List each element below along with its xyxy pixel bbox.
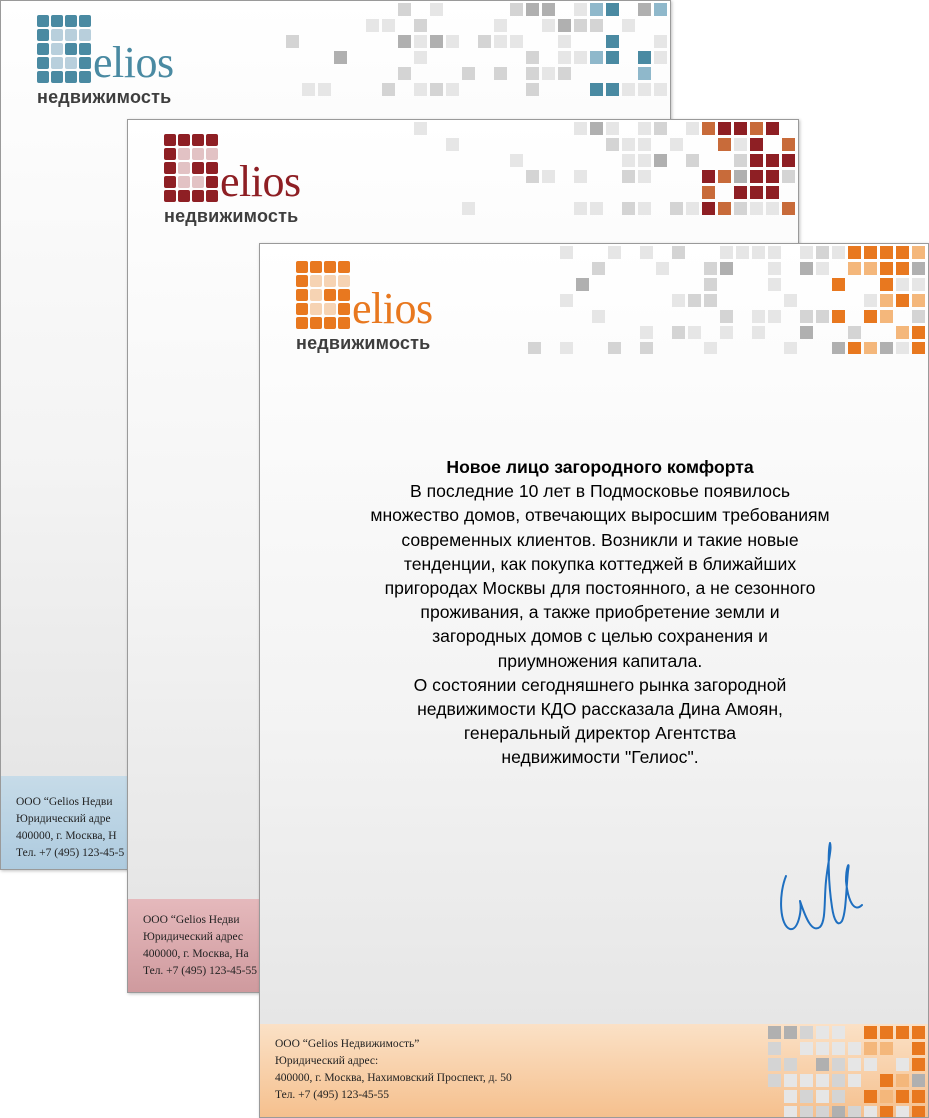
footer-address: 400000, г. Москва, Н	[16, 830, 117, 842]
mosaic-tile	[912, 342, 925, 354]
mosaic-tile	[510, 3, 523, 16]
tile-mosaic-decoration	[758, 1024, 928, 1117]
mosaic-tile	[542, 19, 555, 32]
mosaic-tile	[800, 262, 813, 275]
mosaic-tile	[784, 1090, 797, 1103]
mosaic-tile	[606, 138, 619, 151]
mosaic-tile	[446, 138, 459, 151]
mosaic-tile	[430, 35, 443, 48]
tile-mosaic-decoration	[260, 1, 670, 111]
mosaic-tile	[880, 262, 893, 275]
mosaic-tile	[702, 122, 715, 135]
mosaic-tile	[912, 1074, 925, 1087]
mosaic-tile	[608, 342, 621, 354]
mosaic-tile	[704, 262, 717, 275]
logo-wordmark: elios	[352, 284, 433, 333]
mosaic-tile	[816, 1058, 829, 1071]
mosaic-tile	[382, 19, 395, 32]
mosaic-tile	[800, 326, 813, 339]
footer-company: ООО “Gelios Недви	[143, 914, 240, 926]
mosaic-tile	[638, 202, 651, 215]
mosaic-tile	[800, 310, 813, 323]
mosaic-tile	[606, 122, 619, 135]
mosaic-tile	[750, 186, 763, 199]
mosaic-tile	[606, 51, 619, 64]
mosaic-tile	[864, 310, 877, 323]
mosaic-tile	[558, 35, 571, 48]
mosaic-tile	[880, 1042, 893, 1055]
mosaic-tile	[640, 342, 653, 354]
mosaic-tile	[832, 310, 845, 323]
mosaic-tile	[702, 186, 715, 199]
article-headline: Новое лицо загородного комфорта	[446, 457, 754, 477]
article-line: современных клиентов. Возникли и такие новые	[401, 529, 799, 550]
mosaic-tile	[880, 342, 893, 354]
mosaic-tile	[638, 170, 651, 183]
article-line: множество домов, отвечающих выросшим требованиям	[370, 505, 830, 526]
mosaic-tile	[912, 310, 925, 323]
mosaic-tile	[880, 310, 893, 323]
mosaic-tile	[542, 170, 555, 183]
article-line: пригородах Москвы для постоянного, а не сезонного	[384, 578, 816, 599]
mosaic-tile	[720, 310, 733, 323]
mosaic-tile	[670, 202, 683, 215]
mosaic-tile	[816, 1074, 829, 1087]
mosaic-tile	[414, 35, 427, 48]
mosaic-tile	[768, 1074, 781, 1087]
mosaic-tile	[768, 310, 781, 323]
mosaic-tile	[672, 326, 685, 339]
mosaic-tile	[848, 1074, 861, 1087]
mosaic-tile	[896, 342, 909, 354]
mosaic-tile	[446, 35, 459, 48]
mosaic-tile	[752, 310, 765, 323]
mosaic-tile	[398, 3, 411, 16]
mosaic-tile	[896, 262, 909, 275]
mosaic-tile	[750, 122, 763, 135]
mosaic-tile	[896, 1026, 909, 1039]
mosaic-tile	[574, 122, 587, 135]
mosaic-tile	[494, 19, 507, 32]
mosaic-tile	[768, 246, 781, 259]
mosaic-tile	[880, 278, 893, 291]
mosaic-tile	[816, 1042, 829, 1055]
mosaic-tile	[592, 310, 605, 323]
mosaic-tile	[672, 294, 685, 307]
mosaic-tile	[414, 19, 427, 32]
mosaic-tile	[718, 122, 731, 135]
mosaic-tile	[896, 326, 909, 339]
mosaic-tile	[816, 310, 829, 323]
handwritten-signature	[776, 841, 866, 946]
mosaic-tile	[864, 342, 877, 354]
mosaic-tile	[638, 154, 651, 167]
footer-phone: Тел. +7 (495) 123-45-55	[275, 1089, 389, 1101]
mosaic-tile	[912, 1042, 925, 1055]
mosaic-tile	[782, 202, 795, 215]
mosaic-tile	[734, 138, 747, 151]
mosaic-tile	[864, 1106, 877, 1117]
mosaic-tile	[864, 1090, 877, 1103]
mosaic-tile	[720, 262, 733, 275]
mosaic-tile	[766, 202, 779, 215]
mosaic-tile	[622, 154, 635, 167]
mosaic-tile	[848, 326, 861, 339]
mosaic-tile	[638, 51, 651, 64]
mosaic-tile	[832, 1026, 845, 1039]
mosaic-tile	[574, 19, 587, 32]
letterhead-orange	[259, 243, 929, 1118]
mosaic-tile	[494, 67, 507, 80]
mosaic-tile	[880, 246, 893, 259]
mosaic-tile	[896, 1058, 909, 1071]
mosaic-tile	[816, 262, 829, 275]
mosaic-tile	[654, 154, 667, 167]
mosaic-tile	[622, 170, 635, 183]
mosaic-tile	[592, 262, 605, 275]
mosaic-tile	[510, 35, 523, 48]
mosaic-tile	[832, 246, 845, 259]
mosaic-tile	[462, 67, 475, 80]
footer-phone: Тел. +7 (495) 123-45-55	[143, 965, 257, 977]
footer-company: ООО “Gelios Недвижимость”	[275, 1038, 420, 1050]
mosaic-tile	[608, 246, 621, 259]
tile-mosaic-decoration	[518, 244, 928, 354]
mosaic-tile	[622, 202, 635, 215]
mosaic-tile	[334, 51, 347, 64]
article-line: недвижимости "Гелиос".	[501, 747, 699, 768]
mosaic-tile	[414, 51, 427, 64]
mosaic-tile	[816, 1026, 829, 1039]
mosaic-tile	[704, 342, 717, 354]
mosaic-tile	[622, 19, 635, 32]
mosaic-tile	[366, 19, 379, 32]
mosaic-tile	[832, 342, 845, 354]
mosaic-tile	[734, 170, 747, 183]
mosaic-tile	[734, 154, 747, 167]
mosaic-tile	[750, 170, 763, 183]
logo-square-mark-icon	[164, 134, 218, 204]
mosaic-tile	[848, 262, 861, 275]
mosaic-tile	[832, 1074, 845, 1087]
mosaic-tile	[768, 1042, 781, 1055]
mosaic-tile	[558, 51, 571, 64]
article-body	[260, 479, 929, 769]
mosaic-tile	[478, 35, 491, 48]
mosaic-tile	[702, 202, 715, 215]
mosaic-tile	[606, 3, 619, 16]
footer-address: 400000, г. Москва, На	[143, 948, 249, 960]
mosaic-tile	[526, 83, 539, 96]
mosaic-tile	[864, 1026, 877, 1039]
mosaic-tile	[766, 170, 779, 183]
footer-address-label: Юридический адрес	[143, 931, 243, 943]
mosaic-tile	[912, 1026, 925, 1039]
mosaic-tile	[880, 294, 893, 307]
mosaic-tile	[864, 1042, 877, 1055]
mosaic-tile	[896, 278, 909, 291]
article-line: тенденции, как покупка коттеджей в ближайших	[403, 553, 797, 574]
logo-square-mark-icon	[37, 15, 91, 85]
mosaic-tile	[800, 1042, 813, 1055]
mosaic-tile	[766, 186, 779, 199]
mosaic-tile	[638, 67, 651, 80]
mosaic-tile	[800, 1090, 813, 1103]
mosaic-tile	[654, 51, 667, 64]
mosaic-tile	[766, 154, 779, 167]
mosaic-tile	[446, 83, 459, 96]
mosaic-tile	[704, 278, 717, 291]
tile-mosaic-decoration	[388, 120, 798, 230]
mosaic-tile	[656, 262, 669, 275]
mosaic-tile	[622, 83, 635, 96]
footer-company: ООО “Gelios Недви	[16, 796, 113, 808]
article-line: В последние 10 лет в Подмосковье появилось	[409, 481, 791, 502]
mosaic-tile	[654, 122, 667, 135]
mosaic-tile	[800, 1074, 813, 1087]
mosaic-tile	[606, 35, 619, 48]
mosaic-tile	[414, 83, 427, 96]
mosaic-tile	[704, 294, 717, 307]
mosaic-tile	[702, 170, 715, 183]
mosaic-tile	[574, 170, 587, 183]
mosaic-tile	[832, 1042, 845, 1055]
mosaic-tile	[912, 1090, 925, 1103]
mosaic-tile	[896, 1074, 909, 1087]
mosaic-tile	[398, 67, 411, 80]
mosaic-tile	[832, 278, 845, 291]
mosaic-tile	[590, 51, 603, 64]
mosaic-tile	[558, 19, 571, 32]
mosaic-tile	[414, 122, 427, 135]
mosaic-tile	[526, 3, 539, 16]
logo-square-mark-icon	[296, 261, 350, 331]
mosaic-tile	[800, 246, 813, 259]
mosaic-tile	[848, 1058, 861, 1071]
mosaic-tile	[398, 35, 411, 48]
logo-subtitle: недвижимость	[296, 333, 431, 353]
mosaic-tile	[912, 278, 925, 291]
mosaic-tile	[832, 1058, 845, 1071]
footer-address-label: Юридический адре	[16, 813, 111, 825]
mosaic-tile	[622, 138, 635, 151]
mosaic-tile	[640, 326, 653, 339]
mosaic-tile	[720, 326, 733, 339]
mosaic-tile	[686, 122, 699, 135]
mosaic-tile	[784, 1106, 797, 1117]
mosaic-tile	[896, 1106, 909, 1117]
mosaic-tile	[800, 1026, 813, 1039]
mosaic-tile	[848, 246, 861, 259]
mosaic-tile	[688, 294, 701, 307]
mosaic-tile	[768, 278, 781, 291]
article-line: загородных домов с целью сохранения и	[432, 626, 768, 647]
mosaic-tile	[800, 1106, 813, 1117]
mosaic-tile	[560, 246, 573, 259]
mosaic-tile	[880, 1106, 893, 1117]
mosaic-tile	[782, 154, 795, 167]
mosaic-tile	[912, 1106, 925, 1117]
mosaic-tile	[560, 294, 573, 307]
mosaic-tile	[574, 3, 587, 16]
mosaic-tile	[912, 246, 925, 259]
mosaic-tile	[606, 83, 619, 96]
mosaic-tile	[576, 278, 589, 291]
mosaic-tile	[864, 246, 877, 259]
mosaic-tile	[718, 170, 731, 183]
mosaic-tile	[590, 19, 603, 32]
article-line: О состоянии сегодняшнего рынка загородной	[413, 674, 787, 695]
letterhead-footer	[260, 1024, 928, 1117]
mosaic-tile	[880, 1090, 893, 1103]
mosaic-tile	[784, 1058, 797, 1071]
mosaic-tile	[816, 1106, 829, 1117]
mosaic-tile	[768, 262, 781, 275]
mosaic-tile	[638, 83, 651, 96]
mosaic-tile	[528, 342, 541, 354]
mosaic-tile	[848, 1042, 861, 1055]
mosaic-tile	[526, 51, 539, 64]
mosaic-tile	[880, 1026, 893, 1039]
mosaic-tile	[750, 138, 763, 151]
logo-subtitle: недвижимость	[164, 206, 299, 226]
mosaic-tile	[750, 202, 763, 215]
mosaic-tile	[686, 202, 699, 215]
mosaic-tile	[896, 246, 909, 259]
mosaic-tile	[688, 326, 701, 339]
mosaic-tile	[784, 1074, 797, 1087]
article-line: приумножения капитала.	[497, 650, 703, 671]
mosaic-tile	[912, 326, 925, 339]
mosaic-tile	[654, 3, 667, 16]
mosaic-tile	[654, 83, 667, 96]
mosaic-tile	[718, 202, 731, 215]
article-line: недвижимости КДО рассказала Дина Амоян,	[417, 699, 783, 720]
mosaic-tile	[560, 342, 573, 354]
logo-wordmark: elios	[220, 157, 301, 206]
mosaic-tile	[510, 154, 523, 167]
footer-address: 400000, г. Москва, Нахимовский Проспект, д. 50	[275, 1072, 512, 1084]
article-text	[260, 455, 929, 770]
mosaic-tile	[752, 246, 765, 259]
mosaic-tile	[864, 1058, 877, 1071]
mosaic-tile	[784, 294, 797, 307]
mosaic-tile	[718, 138, 731, 151]
mosaic-tile	[896, 1090, 909, 1103]
mosaic-tile	[782, 170, 795, 183]
mosaic-tile	[430, 3, 443, 16]
mosaic-tile	[590, 122, 603, 135]
mosaic-tile	[768, 1026, 781, 1039]
mosaic-tile	[832, 1106, 845, 1117]
mosaic-tile	[768, 1058, 781, 1071]
mosaic-tile	[526, 170, 539, 183]
mosaic-tile	[734, 186, 747, 199]
mosaic-tile	[590, 202, 603, 215]
mosaic-tile	[734, 122, 747, 135]
mosaic-tile	[912, 1058, 925, 1071]
mosaic-tile	[784, 342, 797, 354]
mosaic-tile	[654, 35, 667, 48]
mosaic-tile	[638, 138, 651, 151]
mosaic-tile	[912, 294, 925, 307]
mosaic-tile	[542, 67, 555, 80]
mosaic-tile	[864, 262, 877, 275]
article-line: проживания, а также приобретение земли и	[420, 602, 780, 623]
mosaic-tile	[816, 246, 829, 259]
mosaic-tile	[672, 246, 685, 259]
mosaic-tile	[638, 3, 651, 16]
mosaic-tile	[462, 202, 475, 215]
mosaic-tile	[832, 1090, 845, 1103]
mosaic-tile	[526, 67, 539, 80]
mosaic-tile	[640, 246, 653, 259]
mosaic-tile	[816, 1090, 829, 1103]
logo-wordmark: elios	[93, 38, 174, 87]
mosaic-tile	[736, 246, 749, 259]
footer-phone: Тел. +7 (495) 123-45-5	[16, 847, 125, 859]
mosaic-tile	[750, 154, 763, 167]
mosaic-tile	[558, 67, 571, 80]
mosaic-tile	[686, 154, 699, 167]
mosaic-tile	[494, 35, 507, 48]
mosaic-tile	[720, 246, 733, 259]
mosaic-tile	[382, 83, 395, 96]
mosaic-tile	[302, 83, 315, 96]
logo-subtitle: недвижимость	[37, 87, 172, 107]
mosaic-tile	[896, 294, 909, 307]
mosaic-tile	[734, 202, 747, 215]
mosaic-tile	[912, 262, 925, 275]
mosaic-tile	[638, 122, 651, 135]
mosaic-tile	[574, 51, 587, 64]
mosaic-tile	[670, 138, 683, 151]
mosaic-tile	[318, 83, 331, 96]
mosaic-tile	[286, 35, 299, 48]
mosaic-tile	[430, 83, 443, 96]
mosaic-tile	[880, 1074, 893, 1087]
mosaic-tile	[848, 1106, 861, 1117]
mosaic-tile	[848, 342, 861, 354]
mosaic-tile	[752, 326, 765, 339]
mosaic-tile	[784, 1026, 797, 1039]
mosaic-tile	[590, 3, 603, 16]
mosaic-tile	[782, 138, 795, 151]
footer-address-label: Юридический адрес:	[275, 1055, 379, 1067]
mosaic-tile	[542, 3, 555, 16]
article-line: генеральный директор Агентства	[463, 723, 737, 744]
mosaic-tile	[574, 202, 587, 215]
mosaic-tile	[766, 122, 779, 135]
mosaic-tile	[864, 294, 877, 307]
mosaic-tile	[590, 83, 603, 96]
